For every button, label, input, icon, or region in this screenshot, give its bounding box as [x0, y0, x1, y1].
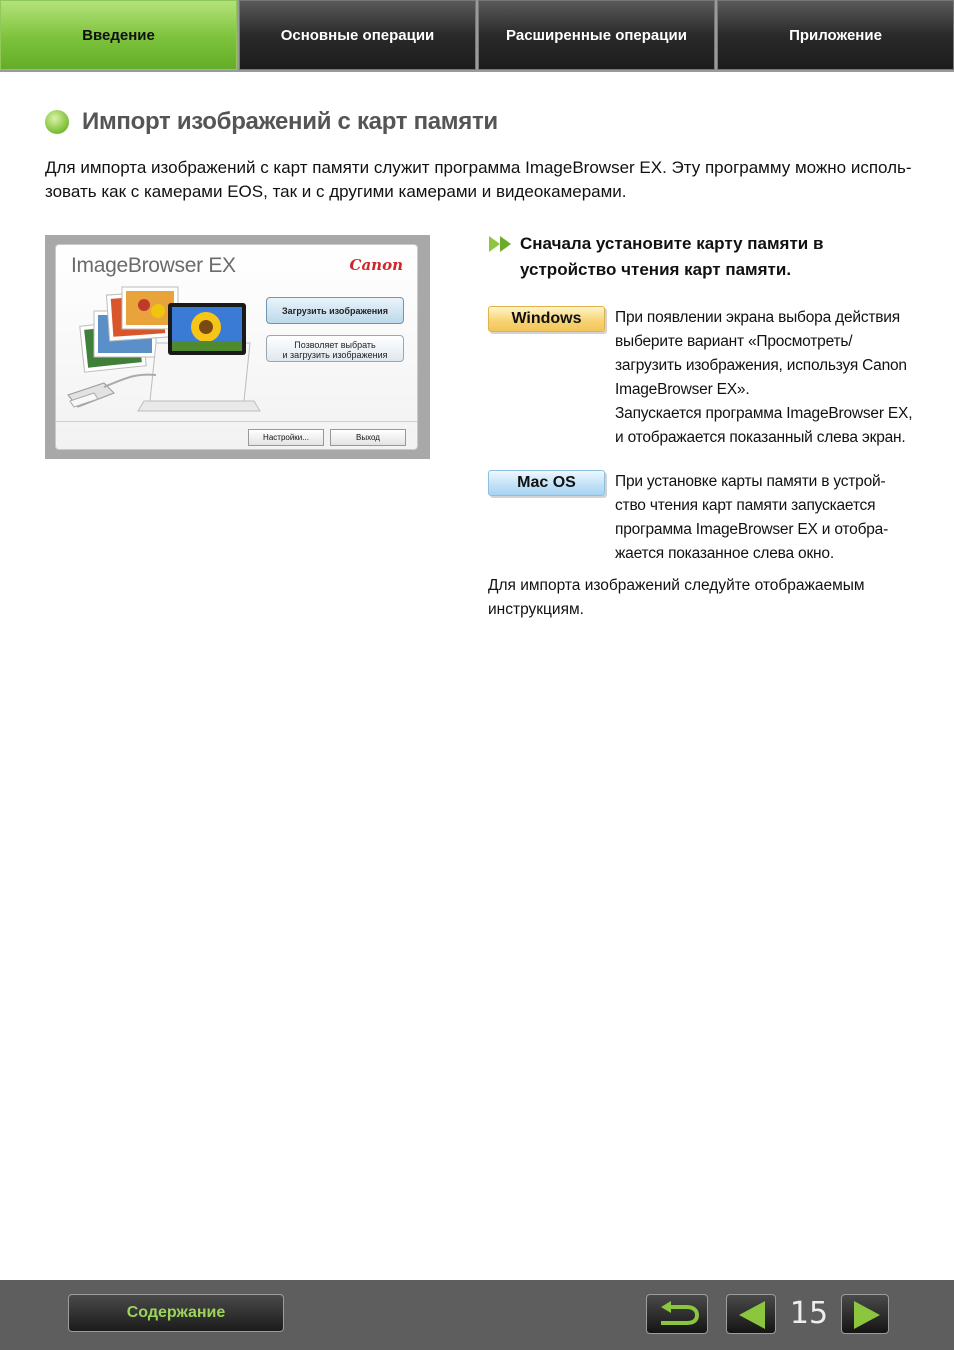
- select-and-download-button[interactable]: [266, 335, 404, 362]
- right-arrow-icon: [842, 1295, 890, 1335]
- select-button-line-2: и загрузить изображения: [282, 350, 388, 360]
- tab-advanced-operations[interactable]: Расширенные операции: [478, 0, 715, 70]
- download-images-button[interactable]: Загрузить изображения: [266, 297, 404, 324]
- previous-page-button[interactable]: [726, 1294, 776, 1334]
- tab-appendix[interactable]: Приложение: [717, 0, 954, 70]
- step-instruction: [488, 231, 913, 283]
- imagebrowser-window: [55, 244, 418, 450]
- exit-button[interactable]: Выход: [330, 429, 406, 446]
- step-text: Сначала установите карту памяти в устройство чтения карт памяти.: [520, 234, 824, 279]
- next-page-button[interactable]: [841, 1294, 889, 1334]
- return-button[interactable]: [646, 1294, 708, 1334]
- windows-instructions: [615, 306, 915, 450]
- intro-paragraph: Для импорта изображений с карт памяти служит программа ImageBrowser EX. Эту программу можно исполь-зовать как с камерами EOS, так и с другими камерами и видеокамерами.: [45, 158, 912, 201]
- macos-instructions: При установке карты памяти в устрой-ство чтения карт памяти запускается программа ImageBrowser EX и отобра-жается показанное слева окно.: [615, 473, 889, 562]
- page-title: Импорт изображений с карт памяти: [82, 108, 498, 135]
- left-arrow-icon: [727, 1295, 777, 1335]
- macos-badge: Mac OS: [488, 470, 605, 496]
- top-tab-bar: [0, 0, 954, 72]
- section-heading: [45, 108, 498, 136]
- settings-button[interactable]: Настройки...: [248, 429, 324, 446]
- green-bullet-icon: [45, 110, 69, 134]
- tab-introduction[interactable]: Введение: [0, 0, 237, 70]
- window-footer: [56, 421, 417, 451]
- windows-text-2: Запускается программа ImageBrowser EX, и отображается показанный слева экран.: [615, 405, 913, 446]
- double-arrow-icon: [488, 234, 514, 254]
- windows-text-1: При появлении экрана выбора действия выберите вариант «Просмотреть/загрузить изображения, используя Canon ImageBrowser EX».: [615, 309, 907, 398]
- select-button-line-1: Позволяет выбрать: [294, 340, 376, 350]
- contents-button[interactable]: Содержание: [68, 1294, 284, 1332]
- canon-logo: Canon: [349, 256, 403, 274]
- windows-badge: Windows: [488, 306, 605, 332]
- return-arrow-icon: [647, 1295, 709, 1335]
- final-instruction: Для импорта изображений следуйте отображаемым инструкциям.: [488, 577, 865, 618]
- page-number: 15: [789, 1296, 829, 1331]
- tab-basic-operations[interactable]: Основные операции: [239, 0, 476, 70]
- app-name: ImageBrowser EX: [71, 254, 236, 277]
- imagebrowser-screenshot: [45, 235, 430, 459]
- photos-laptop-card-reader-illustration: [64, 283, 264, 418]
